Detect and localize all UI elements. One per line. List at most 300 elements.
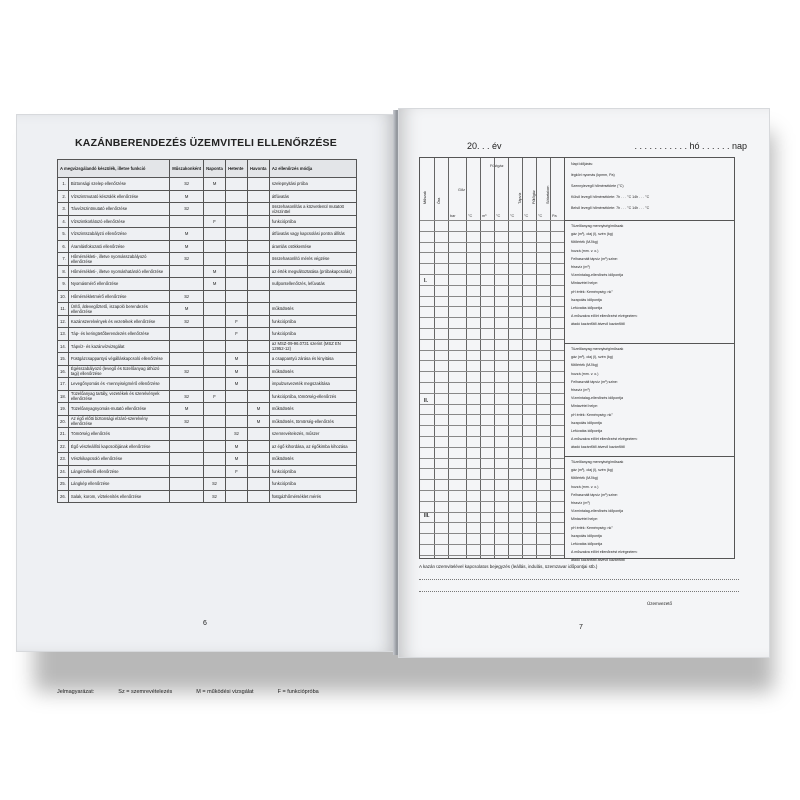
inspection-table-header (58, 160, 357, 178)
table-row (58, 315, 357, 328)
row-number: 5. (58, 228, 69, 241)
col-shift: Műszakonként (170, 160, 204, 178)
row-weekly (226, 178, 248, 191)
row-monthly (247, 328, 269, 341)
row-item: Tömörség ellenőrzés (68, 428, 169, 441)
row-monthly (247, 303, 269, 316)
section-note: hozzá (mm. v. o.) (571, 371, 599, 376)
row-number: 17. (58, 378, 69, 391)
section-divider (565, 343, 734, 344)
row-item: Távvízszintmutató ellenőrzése (68, 203, 169, 216)
row-mode: áramlás csökkentése (269, 240, 356, 253)
row-monthly (247, 240, 269, 253)
grid-row-line (420, 501, 564, 502)
table-row (58, 253, 357, 266)
row-mode: az MSZ-09-96.0731 szerint (MSZ EN 12952-12) (269, 340, 356, 353)
grid-column-line (522, 158, 523, 558)
row-mode: működtetés (269, 403, 356, 416)
row-mode: funkciópróba (269, 315, 356, 328)
grid-row-line (420, 242, 564, 243)
date-header (467, 141, 747, 151)
row-monthly (247, 478, 269, 491)
section-note: Mintavétel helye: (571, 281, 598, 286)
row-monthly (247, 365, 269, 378)
row-shift (170, 215, 204, 228)
row-mode: működtetés (269, 365, 356, 378)
table-row (58, 178, 357, 191)
row-shift (170, 440, 204, 453)
row-mode: füstgázhőmérséklet mérés (269, 490, 356, 503)
section-note: átadó kazánfűtő átvevő kazánfűtő (571, 558, 625, 563)
table-row (58, 440, 357, 453)
row-daily (204, 415, 226, 428)
grid-row-line (420, 220, 564, 221)
row-daily (204, 240, 226, 253)
row-number: 9. (58, 278, 69, 291)
row-weekly: M (226, 440, 248, 453)
section-note: Lefúvatás időpontja (571, 306, 603, 310)
section-note: Mintavétel helye: (571, 404, 598, 409)
row-number: 21. (58, 428, 69, 441)
row-shift (170, 490, 204, 503)
section-note: A műszakra előírt ellenőrzést elvégeztem: (571, 550, 638, 555)
grid-row-line (420, 555, 564, 556)
row-daily: M (204, 265, 226, 278)
grid-row-line (420, 512, 564, 513)
row-monthly (247, 340, 269, 353)
row-weekly: M (226, 353, 248, 366)
row-daily: F (204, 390, 226, 403)
row-weekly (226, 340, 248, 353)
row-mode: összehasonlító mérés végzése (269, 253, 356, 266)
row-item: Vészkikapcsoló ellenőrzése (68, 453, 169, 466)
row-item: Hőmérsékleti-, illetve nyomáshatároló ellenőrzése (68, 265, 169, 278)
row-weekly (226, 215, 248, 228)
grid-row-line (420, 404, 564, 405)
grid-row-line (420, 231, 564, 232)
section-note: Tüzelőanyag mennyiség/műszak (571, 347, 624, 351)
grid-column-line (466, 158, 467, 558)
row-daily (204, 190, 226, 203)
row-daily (204, 253, 226, 266)
col-header: Sótartalom (546, 185, 550, 204)
grid-column-line (480, 158, 481, 558)
row-weekly: Sz (226, 428, 248, 441)
row-shift: Sz (170, 178, 204, 191)
grid-row-line (420, 382, 564, 383)
row-monthly (247, 253, 269, 266)
section-note: gáz (m³), olaj (l), szén (kg) (571, 232, 613, 237)
row-shift: Sz (170, 365, 204, 378)
row-item: Levegőnyomás és -mennyiségmérő ellenőrzése (68, 378, 169, 391)
row-item: Lángkép ellenőrzése (68, 478, 169, 491)
grid-row-line (420, 339, 564, 340)
grid-row-line (420, 468, 564, 469)
table-row (58, 340, 357, 353)
row-weekly (226, 240, 248, 253)
row-item: Vízszintkorlátozó ellenőrzése (68, 215, 169, 228)
row-item: Tüzelőanyagnyomás-mutató ellenőrzése (68, 403, 169, 416)
inspection-table-body (58, 178, 357, 503)
row-shift: Sz (170, 390, 204, 403)
row-monthly (247, 465, 269, 478)
table-row (58, 278, 357, 291)
row-number: 23. (58, 453, 69, 466)
row-number: 12. (58, 315, 69, 328)
row-item: Vízszintszabályzó ellenőrzése (68, 228, 169, 241)
section-note: Tüzelőanyag mennyiség/műszak (571, 460, 624, 464)
grid-row-line (420, 425, 564, 426)
section-note: Vízmintalag-ellenőrzés időpontja (571, 396, 623, 401)
section-note: Vízmintalag-ellenőrzés időpontja (571, 509, 623, 514)
row-item: Füstgázcsappantyú végálláskapcsoló ellenőrzése (68, 353, 169, 366)
row-shift: M (170, 403, 204, 416)
notes-column (565, 157, 735, 563)
row-item: Hőmérsékletmérő ellenőrzése (68, 290, 169, 303)
section-label: III. (424, 513, 430, 519)
row-number: 3. (58, 203, 69, 216)
grid-row-line (420, 296, 564, 297)
row-weekly: M (226, 365, 248, 378)
row-monthly (247, 265, 269, 278)
table-row (58, 328, 357, 341)
legend-item: M = működési vizsgálat (196, 689, 254, 695)
row-monthly: M (247, 415, 269, 428)
row-number: 8. (58, 265, 69, 278)
row-mode: működtetés (269, 453, 356, 466)
row-shift (170, 378, 204, 391)
row-item: Salak, korom, víztelenítés ellenőrzése (68, 490, 169, 503)
col-header: Tápvíz (518, 192, 522, 204)
row-monthly (247, 453, 269, 466)
row-mode: funkciópróba (269, 328, 356, 341)
row-number: 6. (58, 240, 69, 253)
row-mode: az égő kihordása, az égőkimba kihozása (269, 440, 356, 453)
section-note: fűtőérték (MJ/kg) (571, 363, 598, 368)
table-row (58, 390, 357, 403)
row-monthly (247, 278, 269, 291)
row-daily (204, 453, 226, 466)
row-shift: M (170, 228, 204, 241)
page-number-right: 7 (579, 624, 583, 631)
row-item: Az égő előtti biztonsági elzáró-szerelvény ellenőrzése (68, 415, 169, 428)
table-row (58, 265, 357, 278)
table-row (58, 215, 357, 228)
row-number: 20. (58, 415, 69, 428)
section-note: fűtőérték (MJ/kg) (571, 476, 598, 481)
grid-column-line (494, 158, 495, 558)
row-daily (204, 290, 226, 303)
row-daily: Sz (204, 490, 226, 503)
row-monthly (247, 378, 269, 391)
unit-label: °C (496, 214, 501, 218)
unit-label: °C (510, 214, 515, 218)
row-monthly (247, 190, 269, 203)
row-shift (170, 278, 204, 291)
row-daily (204, 353, 226, 366)
section-note: pH érték: Keménység: nk° (571, 412, 613, 417)
row-weekly (226, 290, 248, 303)
row-mode: szelepnyitási próba (269, 178, 356, 191)
row-number: 15. (58, 353, 69, 366)
row-monthly (247, 428, 269, 441)
section-note: hozzá (mm. v. o.) (571, 484, 599, 489)
row-mode (269, 290, 356, 303)
date-year: 20. . . év (467, 141, 502, 151)
left-page-title: KAZÁNBERENDEZÉS ÜZEMVITELI ELLENŐRZÉSE (75, 137, 337, 149)
row-daily (204, 315, 226, 328)
row-item: Égésszabályozó (levegő és tüzelőanyag áthúzó tagi) ellenőrzése (68, 365, 169, 378)
row-shift (170, 353, 204, 366)
row-mode: funkciópróba (269, 478, 356, 491)
row-mode: az érték megváltoztatása (próbakapcsolás) (269, 265, 356, 278)
col-mode: Az ellenőrzés módja (269, 160, 356, 178)
row-weekly (226, 253, 248, 266)
section-note: Lefúvatás időpontja (571, 429, 603, 433)
grid-column-line (448, 158, 449, 558)
row-shift (170, 465, 204, 478)
dotted-line (419, 591, 739, 592)
row-shift: Sz (170, 290, 204, 303)
row-mode: működtetés (269, 303, 356, 316)
table-row (58, 453, 357, 466)
row-mode: nullpontellenőrzés, lefúvatás (269, 278, 356, 291)
section-note: Mintavétel helye: (571, 517, 598, 522)
row-weekly (226, 390, 248, 403)
grid-row-line (420, 393, 564, 394)
right-page (398, 108, 770, 658)
section-note: gáz (m³), olaj (l), szén (kg) (571, 468, 613, 473)
row-weekly (226, 228, 248, 241)
unit-label: bar (450, 214, 456, 218)
row-daily (204, 428, 226, 441)
grid-row-line (420, 317, 564, 318)
row-shift (170, 328, 204, 341)
row-daily: M (204, 178, 226, 191)
table-row (58, 490, 357, 503)
row-shift: Sz (170, 415, 204, 428)
weather-note: Napi időjárás: (571, 162, 593, 166)
row-daily (204, 465, 226, 478)
grid-row-line (420, 479, 564, 480)
row-monthly (247, 440, 269, 453)
section-divider (565, 220, 734, 221)
table-row (58, 228, 357, 241)
grid-column-line (434, 158, 435, 558)
row-monthly (247, 228, 269, 241)
section-note: Felhasznált tápvíz (m³) szine: (571, 379, 618, 384)
date-month-day: . . . . . . . . . . . hó . . . . . . nap (634, 141, 747, 151)
grid-row-line (420, 436, 564, 437)
page-number-left: 6 (203, 620, 207, 627)
row-daily (204, 228, 226, 241)
row-weekly (226, 303, 248, 316)
grid-row-line (420, 263, 564, 264)
section-note: Iszapolás időpontja (571, 533, 602, 538)
row-weekly (226, 203, 248, 216)
unit-label: °C (468, 214, 473, 218)
row-monthly (247, 490, 269, 503)
table-row (58, 290, 357, 303)
section-divider (565, 456, 734, 457)
row-daily (204, 403, 226, 416)
row-monthly (247, 315, 269, 328)
section-note: fűtőérték (MJ/kg) (571, 240, 598, 245)
table-row (58, 240, 357, 253)
unit-label: °C (538, 214, 543, 218)
section-note: hozzá (mm. v. o.) (571, 248, 599, 253)
section-note: frissvíz (m³) (571, 265, 590, 269)
row-daily (204, 328, 226, 341)
table-row (58, 365, 357, 378)
row-weekly: F (226, 465, 248, 478)
table-row (58, 190, 357, 203)
row-shift: M (170, 303, 204, 316)
row-number: 10. (58, 290, 69, 303)
row-mode: átfúvatás (269, 190, 356, 203)
signature-label: Üzemvezető (647, 601, 673, 606)
section-note: Felhasznált tápvíz (m³) szine: (571, 256, 618, 261)
row-weekly (226, 490, 248, 503)
grid-column-line (536, 158, 537, 558)
grid-row-line (420, 360, 564, 361)
inspection-table (57, 159, 357, 503)
row-shift: Sz (170, 253, 204, 266)
row-mode: impulzusvezeték megszakítása (269, 378, 356, 391)
row-item: Hőmérsékleti-, illetve nyomásszabályozó ellenőrzése (68, 253, 169, 266)
col-monthly: Havonta (247, 160, 269, 178)
section-note: frissvíz (m³) (571, 388, 590, 392)
row-item: Táp- és keringtetőberendezés ellenőrzése (68, 328, 169, 341)
grid-row-line (420, 328, 564, 329)
row-monthly (247, 353, 269, 366)
footer-note: A kazán üzemvitelével kapcsolatos bejegyzés (leállás, indulás, üzemzavar időpontjai stb.) (419, 564, 598, 569)
row-number: 22. (58, 440, 69, 453)
grid-row-line (420, 350, 564, 351)
grid-row-line (420, 252, 564, 253)
col-header: Műszak (423, 190, 427, 204)
row-item: Tápvíz- és kazánvízvizsgálat (68, 340, 169, 353)
row-mode: működtetés, tömörség-ellenőrzés (269, 415, 356, 428)
row-mode: átfúvatás vagy kapcsolási pontra állítás (269, 228, 356, 241)
row-weekly (226, 403, 248, 416)
row-item: Lángérzékelő ellenőrzése (68, 465, 169, 478)
section-note: gáz (m³), olaj (l), szén (kg) (571, 355, 613, 360)
row-shift: Sz (170, 203, 204, 216)
section-note: átadó kazánfűtő átvevő kazánfűtő (571, 322, 625, 327)
grid-row-line (420, 306, 564, 307)
row-item: Kazánszerelvények és vezetékek ellenőrzése (68, 315, 169, 328)
grid-column-line (550, 158, 551, 558)
row-shift (170, 478, 204, 491)
row-weekly (226, 415, 248, 428)
row-weekly: M (226, 453, 248, 466)
unit-label: °C (524, 214, 529, 218)
left-page (16, 114, 396, 695)
row-number: 18. (58, 390, 69, 403)
grid-row-line (420, 490, 564, 491)
row-monthly (247, 178, 269, 191)
table-row (58, 465, 357, 478)
row-weekly (226, 278, 248, 291)
row-weekly: F (226, 328, 248, 341)
row-number: 19. (58, 403, 69, 416)
row-number: 11. (58, 303, 69, 316)
row-mode: funkciópróba (269, 215, 356, 228)
section-note: Iszapolás időpontja (571, 297, 602, 302)
row-number: 14. (58, 340, 69, 353)
row-number: 4. (58, 215, 69, 228)
log-grid (419, 157, 565, 559)
section-note: Tüzelőanyag mennyiség/műszak (571, 224, 624, 228)
section-label: II. (424, 398, 429, 404)
weather-note: Külső levegő hőmérséklete: 7h . . . °C 14h . . . °C (571, 195, 650, 199)
row-daily (204, 203, 226, 216)
row-weekly (226, 190, 248, 203)
table-row (58, 378, 357, 391)
row-daily: F (204, 215, 226, 228)
row-weekly (226, 478, 248, 491)
unit-label: m³ (482, 214, 487, 218)
grid-column-line (508, 158, 509, 558)
row-number: 26. (58, 490, 69, 503)
row-item: Ürítő, átlevegőztető, iszapoló berendezés ellenőrzése (68, 303, 169, 316)
weather-note: Szennylevegő hőmérséklete (°C) (571, 184, 624, 188)
row-number: 13. (58, 328, 69, 341)
row-shift (170, 428, 204, 441)
section-note: A műszakra előírt ellenőrzést elvégeztem: (571, 314, 638, 319)
row-daily (204, 365, 226, 378)
row-monthly (247, 215, 269, 228)
table-row (58, 203, 357, 216)
legend-item: F = funkciópróba (277, 689, 319, 695)
row-number: 2. (58, 190, 69, 203)
table-row (58, 428, 357, 441)
row-daily (204, 303, 226, 316)
section-note: pH érték: Keménység: nk° (571, 289, 613, 294)
row-mode: funkciópróba (269, 465, 356, 478)
row-number: 7. (58, 253, 69, 266)
row-monthly (247, 390, 269, 403)
col-item: A megvizsgálandó készülék, illetve funkció (58, 160, 170, 178)
table-row (58, 478, 357, 491)
table-row (58, 353, 357, 366)
row-number: 24. (58, 465, 69, 478)
section-note: Vízmintalag-ellenőrzés időpontja (571, 273, 623, 278)
table-row (58, 403, 357, 416)
section-note: Iszapolás időpontja (571, 420, 602, 425)
row-daily (204, 340, 226, 353)
table-row (58, 303, 357, 316)
row-shift (170, 340, 204, 353)
grid-row-line (420, 458, 564, 459)
grid-row-line (420, 447, 564, 448)
row-daily: Sz (204, 478, 226, 491)
row-daily (204, 378, 226, 391)
unit-label: Pa (552, 214, 557, 218)
row-mode: összehasonlítás a közvetlenül mutatott vízszinttel (269, 203, 356, 216)
row-shift: M (170, 190, 204, 203)
table-row (58, 415, 357, 428)
row-monthly: M (247, 403, 269, 416)
row-weekly: F (226, 315, 248, 328)
row-weekly (226, 265, 248, 278)
row-shift: Sz (170, 315, 204, 328)
col-daily: Naponta (204, 160, 226, 178)
grid-row-line (420, 533, 564, 534)
legend-label: Jelmagyarázat: (57, 689, 95, 695)
grid-row-line (420, 522, 564, 523)
